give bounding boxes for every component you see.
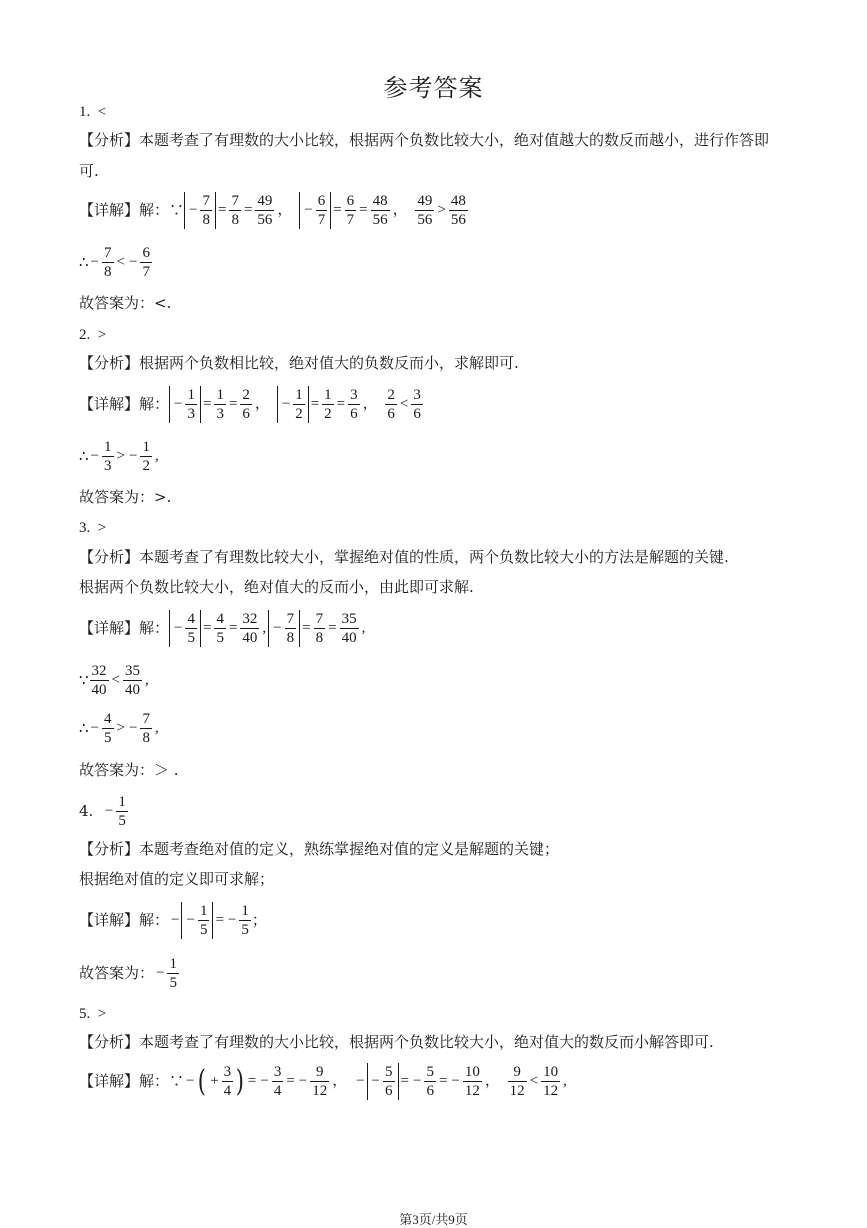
fraction: $\frac{1}{2}$	[324, 387, 332, 422]
q2-conclusion: ∴ − $\frac{1}{3}$ > − $\frac{1}{2}$ ,	[79, 439, 159, 474]
fraction: $\frac{9}{12}$	[509, 1064, 525, 1099]
q1-analysis-line1: 【分析】本题考查了有理数的大小比较，根据两个负数比较大小，绝对值越大的数反而越小，进行作答即	[79, 131, 770, 149]
q1-detail-label: 【详解】解：∵	[79, 201, 185, 219]
abs-value: − $\frac{1}{3}$	[169, 386, 201, 423]
fraction: $\frac{9}{12}$	[312, 1064, 328, 1099]
fraction: $\frac{3}{4}$	[273, 1064, 282, 1099]
q1-conclusion: ∴ − $\frac{7}{8}$ < − $\frac{6}{7}$	[79, 245, 150, 280]
fraction: $\frac{2}{6}$	[387, 387, 395, 422]
q3-number: 3.	[79, 520, 91, 536]
q2-number: 2.	[79, 327, 91, 343]
abs-value: − $\frac{7}{8}$	[268, 610, 300, 647]
fraction: $\frac{6}{7}$	[317, 193, 326, 228]
q1-analysis-line2: 可.	[79, 162, 99, 180]
abs-value: − $\frac{4}{5}$	[169, 610, 201, 647]
fraction: $\frac{2}{6}$	[242, 387, 250, 422]
fraction: $\frac{7}{8}$	[202, 193, 210, 228]
fraction: $\frac{32}{40}$	[242, 611, 258, 646]
page-title: 参考答案	[383, 74, 484, 102]
fraction: $\frac{7}{8}$	[142, 711, 150, 746]
fraction: $\frac{10}{12}$	[464, 1064, 480, 1099]
q2-header	[79, 327, 106, 344]
abs-value: − $\frac{5}{6}$	[367, 1063, 399, 1100]
fraction: $\frac{10}{12}$	[543, 1064, 559, 1099]
fraction: $\frac{48}{56}$	[372, 193, 388, 228]
q3-final-answer: 故答案为：＞ .	[79, 761, 179, 779]
q1-number: 1.	[79, 104, 91, 120]
q4-number: 4.	[79, 802, 94, 820]
fraction: $\frac{7}{8}$	[231, 193, 239, 228]
fraction: $\frac{4}{5}$	[104, 711, 112, 746]
fraction: $\frac{1}{3}$	[216, 387, 224, 422]
abs-value: − $\frac{7}{8}$	[184, 192, 216, 229]
q1-final-answer: 故答案为：<.	[79, 294, 172, 312]
q2-answer: >	[97, 327, 107, 343]
fraction: $\frac{1}{5}$	[241, 903, 249, 938]
fraction: $\frac{1}{3}$	[104, 439, 112, 474]
fraction: $\frac{7}{8}$	[104, 245, 112, 280]
q3-answer: >	[97, 520, 107, 536]
fraction: $\frac{1}{5}$	[199, 903, 208, 938]
fraction: $\frac{49}{56}$	[417, 193, 433, 228]
q4-header: 4. − $\frac{1}{5}$	[79, 794, 126, 829]
q5-number: 5.	[79, 1006, 91, 1022]
q4-analysis-line1: 【分析】本题考查绝对值的定义，熟练掌握绝对值的定义是解题的关键；	[79, 840, 560, 858]
fraction: $\frac{1}{2}$	[142, 439, 150, 474]
fraction: $\frac{35}{40}$	[341, 611, 357, 646]
q1-detail-formula: 【详解】解：∵ − $\frac{7}{8}$ = $\frac{7}{8}$ = $\frac{49}{56}$ ， − $\frac{6}{7}$ = $\frac{6}{7}$ = $\frac{48}{56}$ ， $\frac{49}{56}$ > $\frac{48}{56}$	[79, 193, 466, 228]
q5-detail-formula: 【详解】解：∵ − ( + $\frac{3}{4}$ ) = − $\frac{3}{4}$ = − $\frac{9}{12}$ ， − − $\frac{5}{6}$ = − $\frac{5}{6}$ = − $\frac{10}{12}$ ， $\frac{9}{12}$ < $\frac{10}{12}$ ,	[79, 1063, 567, 1099]
fraction: $\frac{48}{56}$	[450, 193, 466, 228]
fraction: $\frac{35}{40}$	[125, 663, 141, 698]
q3-conclusion: ∴ − $\frac{4}{5}$ > − $\frac{7}{8}$ ,	[79, 711, 159, 746]
fraction: $\frac{4}{5}$	[187, 611, 195, 646]
fraction: $\frac{4}{5}$	[216, 611, 224, 646]
q3-analysis-line1: 【分析】本题考查了有理数比较大小，掌握绝对值的性质，两个负数比较大小的方法是解题的关键.	[79, 548, 729, 566]
q2-analysis: 【分析】根据两个负数相比较，绝对值大的负数反而小，求解即可.	[79, 354, 519, 372]
q5-analysis: 【分析】本题考查了有理数的大小比较，根据两个负数比较大小，绝对值大的数反而小解答即可.	[79, 1033, 714, 1051]
fraction: $\frac{3}{4}$	[223, 1064, 232, 1099]
fraction: $\frac{1}{5}$	[169, 956, 177, 991]
q5-header	[79, 1006, 106, 1023]
fraction: $\frac{32}{40}$	[91, 663, 107, 698]
q3-header	[79, 520, 106, 537]
fraction: $\frac{5}{6}$	[426, 1064, 434, 1099]
fraction: $\frac{3}{6}$	[350, 387, 358, 422]
fraction: $\frac{3}{6}$	[413, 387, 421, 422]
q5-answer: >	[97, 1006, 107, 1022]
q4-analysis-line2: 根据绝对值的定义即可求解；	[79, 870, 275, 888]
q4-answer: $\frac{1}{5}$	[118, 794, 126, 829]
fraction: $\frac{6}{7}$	[346, 193, 355, 228]
abs-value: − $\frac{1}{2}$	[277, 386, 309, 423]
q3-analysis-line2: 根据两个负数比较大小，绝对值大的反而小，由此即可求解.	[79, 578, 474, 596]
q3-detail-formula: 【详解】解： − $\frac{4}{5}$ = $\frac{4}{5}$ = $\frac{32}{40}$ , − $\frac{7}{8}$ = $\frac{7}{8}$ = $\frac{35}{40}$ ,	[79, 611, 366, 646]
fraction: $\frac{49}{56}$	[257, 193, 273, 228]
fraction: $\frac{7}{8}$	[315, 611, 324, 646]
q4-final-answer: 故答案为： − $\frac{1}{5}$	[79, 956, 177, 991]
fraction: $\frac{5}{6}$	[385, 1064, 393, 1099]
q1-answer: <	[97, 104, 107, 120]
fraction: $\frac{6}{7}$	[142, 245, 150, 280]
fraction: $\frac{1}{2}$	[295, 387, 303, 422]
abs-value: − $\frac{6}{7}$	[299, 192, 331, 229]
q2-detail-formula: 【详解】解： − $\frac{1}{3}$ = $\frac{1}{3}$ = $\frac{2}{6}$ ， − $\frac{1}{2}$ = $\frac{1}{2}$ = $\frac{3}{6}$ ， $\frac{2}{6}$ < $\frac{3}{6}$	[79, 387, 421, 422]
fraction: $\frac{1}{3}$	[187, 387, 195, 422]
q2-final-answer: 故答案为：>.	[79, 488, 172, 506]
abs-value: − $\frac{1}{5}$	[181, 902, 213, 939]
q4-detail-formula: 【详解】解： − − $\frac{1}{5}$ = − $\frac{1}{5}$ ；	[79, 903, 267, 938]
page-footer: 第3页/共9页	[399, 1212, 468, 1227]
fraction: $\frac{7}{8}$	[286, 611, 295, 646]
q1-header	[79, 104, 106, 121]
q3-because: ∵ $\frac{32}{40}$ < $\frac{35}{40}$ ,	[79, 663, 149, 698]
